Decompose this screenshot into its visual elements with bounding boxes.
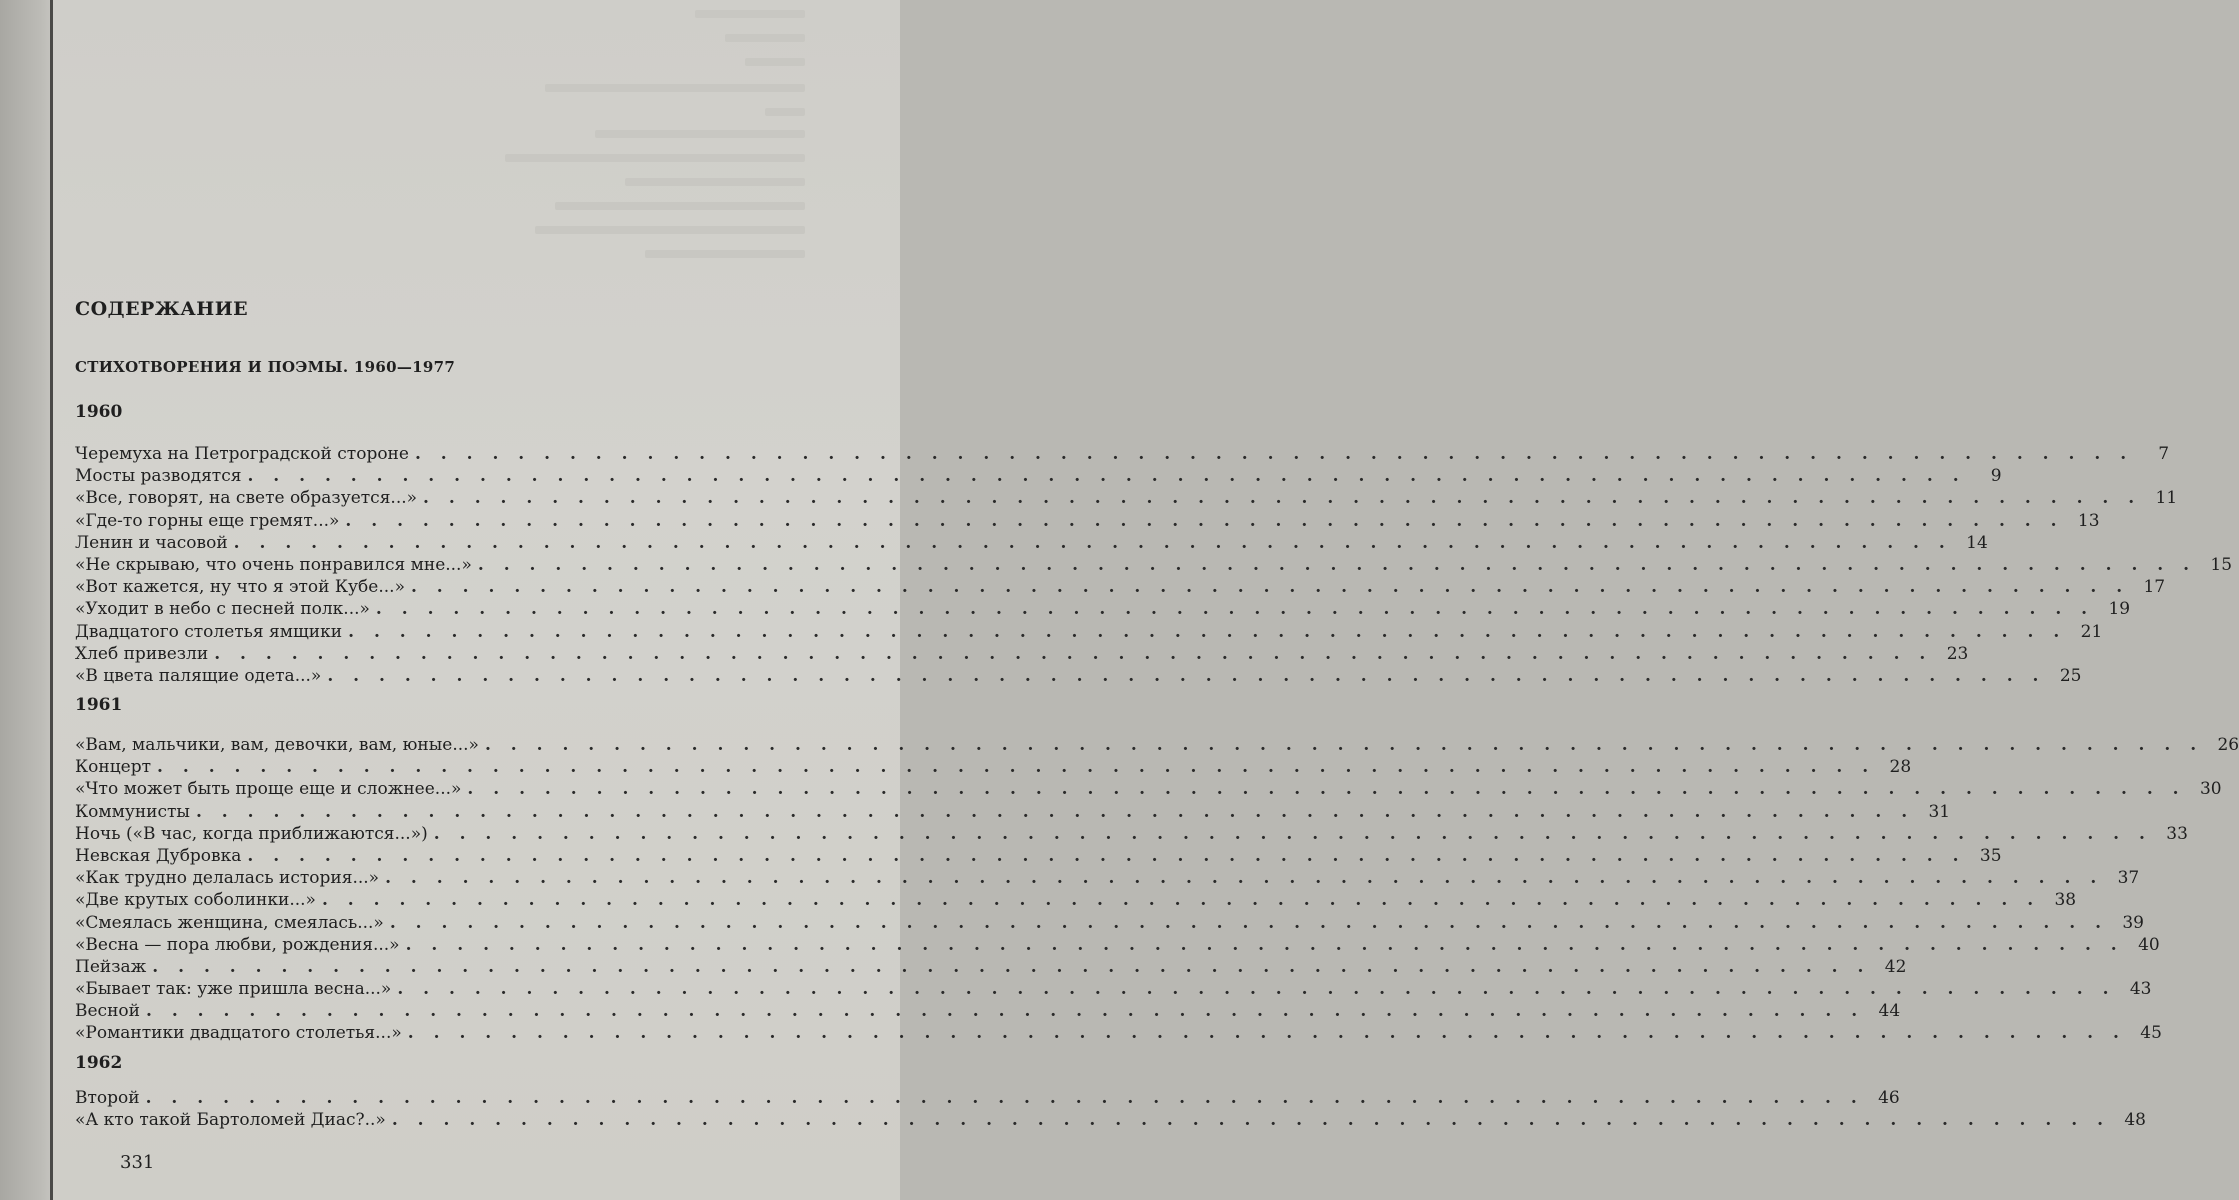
entry-title: «Вот кажется, ну что я этой Кубе...» bbox=[75, 577, 405, 598]
toc-entry bbox=[75, 823, 2188, 845]
toc-entry bbox=[75, 576, 2166, 598]
toc-entry bbox=[75, 978, 2152, 1000]
entry-title: «Две крутых соболинки...» bbox=[75, 890, 316, 911]
toc-entry bbox=[75, 778, 2222, 800]
dot-leader: . . . . . . . . . . . . . . . . . . . . . . . . . . . . . . . . . . . . . . . . . . . . . . . . . . . . . . . . . . . . . . . . . . . bbox=[433, 823, 2152, 844]
dot-leader: . . . . . . . . . . . . . . . . . . . . . . . . . . . . . . . . . . . . . . . . . . . . . . . . . . . . . . . . . . . . . . . . . . . bbox=[405, 934, 2124, 955]
entry-title: Весной bbox=[75, 1001, 140, 1022]
entry-page: 40 bbox=[2138, 934, 2160, 955]
toc-entry bbox=[75, 532, 1988, 554]
toc-entry bbox=[75, 1022, 2162, 1044]
entry-title: «А кто такой Бартоломей Диас?..» bbox=[75, 1110, 386, 1131]
entry-title: «Все, говорят, на свете образуется...» bbox=[75, 488, 418, 509]
entry-page: 30 bbox=[2199, 779, 2222, 800]
dot-leader: . . . . . . . . . . . . . . . . . . . . . . . . . . . . . . . . . . . . . . . . . . . . . . . . . . . . . . . . . . . . . . . . . . . bbox=[385, 868, 2104, 889]
entry-page: 15 bbox=[2210, 554, 2233, 575]
toc-entry bbox=[75, 912, 2144, 934]
entry-title: Пейзаж bbox=[75, 956, 147, 977]
entry-title: «Уходит в небо с песней полк...» bbox=[75, 599, 370, 620]
dot-leader: . . . . . . . . . . . . . . . . . . . . . . . . . . . . . . . . . . . . . . . . . . . . . . . . . . . . . . . . . . . . . . . . . . . bbox=[345, 510, 2064, 531]
entry-page: 13 bbox=[2077, 510, 2100, 531]
entry-title: Коммунисты bbox=[75, 801, 190, 822]
entry-page: 38 bbox=[2054, 890, 2077, 911]
entry-page: 23 bbox=[1946, 643, 1969, 664]
entry-page: 37 bbox=[2117, 868, 2140, 889]
entry-page: 44 bbox=[1878, 1001, 1901, 1022]
dot-leader: . . . . . . . . . . . . . . . . . . . . . . . . . . . . . . . . . . . . . . . . . . . . . . . . . . . . . . . . . . . . . . . . . . . bbox=[414, 444, 2134, 464]
dot-leader: . . . . . . . . . . . . . . . . . . . . . . . . . . . . . . . . . . . . . . . . . . . . . . . . . . . . . . . . . . . . . . . . . . . bbox=[145, 1088, 1864, 1108]
dot-leader: . . . . . . . . . . . . . . . . . . . . . . . . . . . . . . . . . . . . . . . . . . . . . . . . . . . . . . . . . . . . . . . . . . . bbox=[247, 466, 1966, 487]
year-heading-1960: 1960 bbox=[75, 402, 123, 422]
toc-entry bbox=[75, 845, 2002, 867]
dot-leader: . . . . . . . . . . . . . . . . . . . . . . . . . . . . . . . . . . . . . . . . . . . . . . . . . . . . . . . . . . . . . . . . . . . bbox=[321, 890, 2041, 911]
toc-list-1960 bbox=[75, 443, 2233, 687]
entry-page: 33 bbox=[2166, 823, 2188, 844]
entry-page: 19 bbox=[2108, 599, 2131, 620]
entry-page: 11 bbox=[2155, 488, 2178, 509]
entry-page: 39 bbox=[2122, 912, 2144, 933]
dot-leader: . . . . . . . . . . . . . . . . . . . . . . . . . . . . . . . . . . . . . . . . . . . . . . . . . . . . . . . . . . . . . . . . . . . bbox=[477, 554, 2197, 575]
toc-entry bbox=[75, 443, 2170, 465]
toc-entry bbox=[75, 465, 2002, 487]
toc-entry bbox=[75, 934, 2160, 956]
entry-page: 46 bbox=[1878, 1088, 1900, 1108]
entry-title: Невская Дубровка bbox=[75, 845, 242, 866]
entry-title: Концерт bbox=[75, 757, 152, 778]
dot-leader: . . . . . . . . . . . . . . . . . . . . . . . . . . . . . . . . . . . . . . . . . . . . . . . . . . . . . . . . . . . . . . . . . . . bbox=[467, 779, 2186, 800]
dot-leader: . . . . . . . . . . . . . . . . . . . . . . . . . . . . . . . . . . . . . . . . . . . . . . . . . . . . . . . . . . . . . . . . . . . bbox=[348, 621, 2067, 642]
toc-entry bbox=[75, 665, 2082, 687]
entry-page: 45 bbox=[2140, 1023, 2162, 1044]
entry-page: 21 bbox=[2080, 621, 2103, 642]
entry-title: «Весна — пора любви, рождения...» bbox=[75, 934, 400, 955]
toc-list-1961 bbox=[75, 734, 2239, 1045]
entry-title: Второй bbox=[75, 1088, 140, 1108]
dot-leader: . . . . . . . . . . . . . . . . . . . . . . . . . . . . . . . . . . . . . . . . . . . . . . . . . . . . . . . . . . . . . . . . . . . bbox=[152, 956, 1871, 977]
toc-entry bbox=[75, 643, 1969, 665]
dot-leader: . . . . . . . . . . . . . . . . . . . . . . . . . . . . . . . . . . . . . . . . . . . . . . . . . . . . . . . . . . . . . . . . . . . bbox=[410, 577, 2130, 598]
entry-title: Ленин и часовой bbox=[75, 532, 228, 553]
entry-title: «Бывает так: уже пришла весна...» bbox=[75, 979, 392, 1000]
facing-page-edge bbox=[0, 0, 52, 1200]
toc-entry bbox=[75, 621, 2103, 643]
dot-leader: . . . . . . . . . . . . . . . . . . . . . . . . . . . . . . . . . . . . . . . . . . . . . . . . . . . . . . . . . . . . . . . . . . . bbox=[145, 1001, 1865, 1022]
entry-page: 7 bbox=[2158, 444, 2170, 464]
entry-page: 35 bbox=[1979, 845, 2002, 866]
toc-entry bbox=[75, 1000, 1901, 1022]
dot-leader: . . . . . . . . . . . . . . . . . . . . . . . . . . . . . . . . . . . . . . . . . . . . . . . . . . . . . . . . . . . . . . . . . . . bbox=[423, 488, 2142, 509]
entry-page: 28 bbox=[1889, 757, 1912, 778]
toc-entry bbox=[75, 867, 2140, 889]
dot-leader: . . . . . . . . . . . . . . . . . . . . . . . . . . . . . . . . . . . . . . . . . . . . . . . . . . . . . . . . . . . . . . . . . . . bbox=[247, 845, 1966, 866]
toc-entry bbox=[75, 801, 1951, 823]
entry-page: 17 bbox=[2143, 577, 2166, 598]
dot-leader: . . . . . . . . . . . . . . . . . . . . . . . . . . . . . . . . . . . . . . . . . . . . . . . . . . . . . . . . . . . . . . . . . . . bbox=[407, 1023, 2126, 1044]
toc-entry bbox=[75, 554, 2233, 576]
year-heading-1962: 1962 bbox=[75, 1053, 123, 1073]
entry-title: Мосты разводятся bbox=[75, 466, 242, 487]
section-heading: СТИХОТВОРЕНИЯ И ПОЭМЫ. 1960—1977 bbox=[75, 358, 456, 376]
toc-entry bbox=[75, 889, 2077, 911]
entry-title: Черемуха на Петроградской стороне bbox=[75, 444, 409, 464]
toc-entry bbox=[75, 1087, 1900, 1109]
dot-leader: . . . . . . . . . . . . . . . . . . . . . . . . . . . . . . . . . . . . . . . . . . . . . . . . . . . . . . . . . . . . . . . . . . . bbox=[233, 532, 1952, 553]
dot-leader: . . . . . . . . . . . . . . . . . . . . . . . . . . . . . . . . . . . . . . . . . . . . . . . . . . . . . . . . . . . . . . . . . . . bbox=[327, 665, 2046, 686]
toc-entry bbox=[75, 510, 2100, 532]
entry-page: 31 bbox=[1928, 801, 1951, 822]
toc-entry bbox=[75, 487, 2178, 509]
entry-page: 26 bbox=[2217, 735, 2239, 755]
entry-title: «В цвета палящие одета...» bbox=[75, 665, 322, 686]
entry-page: 14 bbox=[1966, 532, 1988, 553]
toc-entry bbox=[75, 734, 2239, 756]
entry-page: 9 bbox=[1990, 466, 2002, 487]
entry-title: «Что может быть проще еще и сложнее...» bbox=[75, 779, 462, 800]
toc-entry bbox=[75, 598, 2131, 620]
dot-leader: . . . . . . . . . . . . . . . . . . . . . . . . . . . . . . . . . . . . . . . . . . . . . . . . . . . . . . . . . . . . . . . . . . . bbox=[214, 643, 1933, 664]
dot-leader: . . . . . . . . . . . . . . . . . . . . . . . . . . . . . . . . . . . . . . . . . . . . . . . . . . . . . . . . . . . . . . . . . . . bbox=[389, 912, 2108, 933]
entry-title: «Где-то горны еще гремят...» bbox=[75, 510, 340, 531]
dot-leader: . . . . . . . . . . . . . . . . . . . . . . . . . . . . . . . . . . . . . . . . . . . . . . . . . . . . . . . . . . . . . . . . . . . bbox=[391, 1110, 2110, 1131]
toc-entry bbox=[75, 756, 1912, 778]
page-number: 331 bbox=[120, 1152, 155, 1173]
entry-title: Двадцатого столетья ямщики bbox=[75, 621, 343, 642]
dot-leader: . . . . . . . . . . . . . . . . . . . . . . . . . . . . . . . . . . . . . . . . . . . . . . . . . . . . . . . . . . . . . . . . . . . bbox=[195, 801, 1915, 822]
toc-list-1962 bbox=[75, 1087, 2146, 1131]
contents-heading: СОДЕРЖАНИЕ bbox=[75, 298, 249, 320]
entry-title: «Романтики двадцатого столетья...» bbox=[75, 1023, 402, 1044]
toc-entry bbox=[75, 1109, 2146, 1131]
entry-title: Хлеб привезли bbox=[75, 643, 209, 664]
toc-entry bbox=[75, 956, 1907, 978]
entry-title: «Как трудно делалась история...» bbox=[75, 868, 380, 889]
entry-title: Ночь («В час, когда приближаются...») bbox=[75, 823, 428, 844]
dot-leader: . . . . . . . . . . . . . . . . . . . . . . . . . . . . . . . . . . . . . . . . . . . . . . . . . . . . . . . . . . . . . . . . . . . bbox=[375, 599, 2095, 620]
entry-page: 42 bbox=[1884, 956, 1907, 977]
entry-page: 25 bbox=[2059, 665, 2082, 686]
dot-leader: . . . . . . . . . . . . . . . . . . . . . . . . . . . . . . . . . . . . . . . . . . . . . . . . . . . . . . . . . . . . . . . . . . . bbox=[484, 735, 2204, 755]
entry-title: «Смеялась женщина, смеялась...» bbox=[75, 912, 384, 933]
dot-leader: . . . . . . . . . . . . . . . . . . . . . . . . . . . . . . . . . . . . . . . . . . . . . . . . . . . . . . . . . . . . . . . . . . . bbox=[157, 757, 1876, 778]
year-heading-1961: 1961 bbox=[75, 695, 123, 715]
dot-leader: . . . . . . . . . . . . . . . . . . . . . . . . . . . . . . . . . . . . . . . . . . . . . . . . . . . . . . . . . . . . . . . . . . . bbox=[397, 979, 2116, 1000]
entry-title: «Не скрываю, что очень понравился мне...» bbox=[75, 554, 472, 575]
entry-page: 48 bbox=[2124, 1110, 2146, 1131]
entry-title: «Вам, мальчики, вам, девочки, вам, юные...» bbox=[75, 735, 479, 755]
entry-page: 43 bbox=[2129, 979, 2152, 1000]
